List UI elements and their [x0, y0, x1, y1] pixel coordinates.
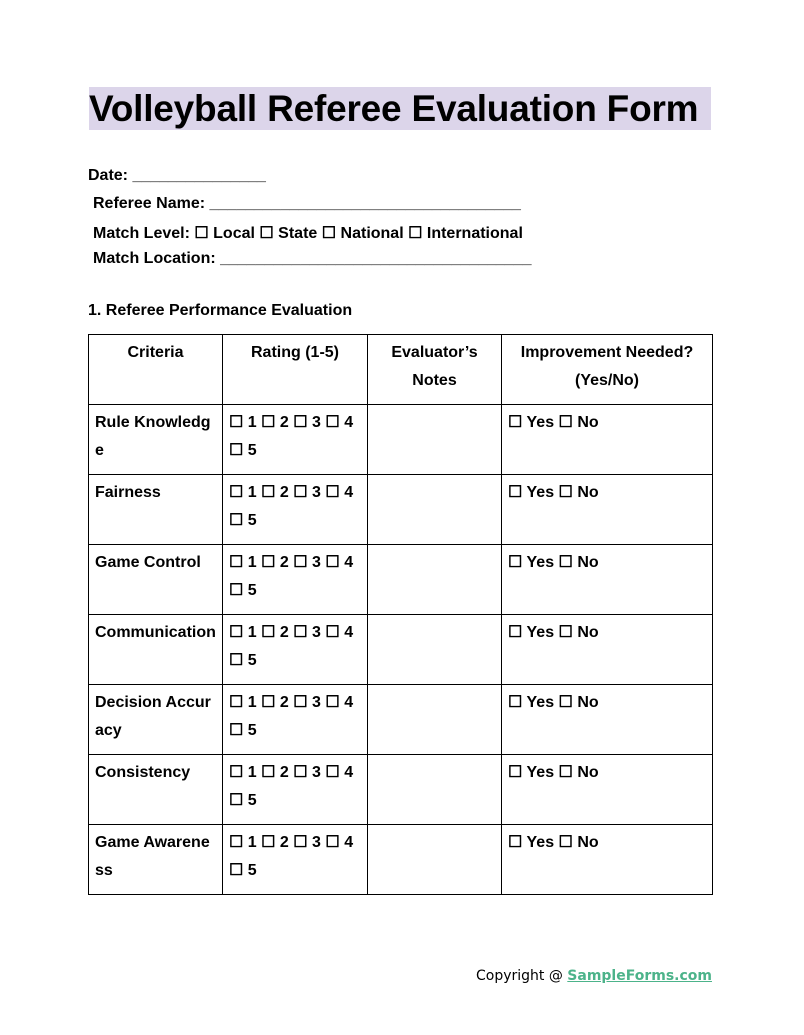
criteria-cell: Rule Knowledge — [89, 405, 223, 475]
criteria-cell: Game Awareness — [89, 825, 223, 895]
notes-cell[interactable] — [368, 685, 502, 755]
table-row — [89, 825, 713, 895]
improvement-cell[interactable]: ☐ Yes ☐ No — [502, 685, 713, 755]
rating-cell[interactable]: ☐ 1 ☐ 2 ☐ 3 ☐ 4 ☐ 5 — [223, 685, 368, 755]
header-criteria: Criteria — [89, 335, 223, 405]
improvement-cell[interactable]: ☐ Yes ☐ No — [502, 405, 713, 475]
table-row — [89, 755, 713, 825]
improvement-cell[interactable]: ☐ Yes ☐ No — [502, 825, 713, 895]
header-improvement: Improvement Needed? (Yes/No) — [502, 335, 713, 405]
page-title: Volleyball Referee Evaluation Form — [89, 87, 711, 130]
notes-cell[interactable] — [368, 755, 502, 825]
table-header-row — [89, 335, 713, 405]
rating-cell[interactable]: ☐ 1 ☐ 2 ☐ 3 ☐ 4 ☐ 5 — [223, 475, 368, 545]
rating-cell[interactable]: ☐ 1 ☐ 2 ☐ 3 ☐ 4 ☐ 5 — [223, 755, 368, 825]
brand-link[interactable]: SampleForms.com — [567, 968, 712, 984]
criteria-cell: Communication — [89, 615, 223, 685]
referee-name-field[interactable]: Referee Name: ___________________________________ — [93, 195, 521, 212]
table-row — [89, 685, 713, 755]
rating-cell[interactable]: ☐ 1 ☐ 2 ☐ 3 ☐ 4 ☐ 5 — [223, 545, 368, 615]
notes-cell[interactable] — [368, 405, 502, 475]
table-row — [89, 615, 713, 685]
criteria-cell: Fairness — [89, 475, 223, 545]
table-row — [89, 475, 713, 545]
notes-cell[interactable] — [368, 545, 502, 615]
match-location-field[interactable]: Match Location: ___________________________________ — [93, 250, 532, 267]
date-field[interactable]: Date: _______________ — [88, 167, 266, 184]
match-level-field[interactable]: Match Level: ☐ Local ☐ State ☐ National ☐ International — [93, 225, 523, 242]
table-row — [89, 405, 713, 475]
improvement-cell[interactable]: ☐ Yes ☐ No — [502, 755, 713, 825]
rating-cell[interactable]: ☐ 1 ☐ 2 ☐ 3 ☐ 4 ☐ 5 — [223, 405, 368, 475]
criteria-cell: Game Control — [89, 545, 223, 615]
improvement-cell[interactable]: ☐ Yes ☐ No — [502, 545, 713, 615]
notes-cell[interactable] — [368, 825, 502, 895]
improvement-cell[interactable]: ☐ Yes ☐ No — [502, 615, 713, 685]
header-notes: Evaluator’s Notes — [368, 335, 502, 405]
table-row — [89, 545, 713, 615]
rating-cell[interactable]: ☐ 1 ☐ 2 ☐ 3 ☐ 4 ☐ 5 — [223, 825, 368, 895]
copyright-footer — [476, 968, 712, 984]
criteria-cell: Decision Accuracy — [89, 685, 223, 755]
evaluation-table — [88, 334, 713, 895]
criteria-cell: Consistency — [89, 755, 223, 825]
rating-cell[interactable]: ☐ 1 ☐ 2 ☐ 3 ☐ 4 ☐ 5 — [223, 615, 368, 685]
header-rating: Rating (1-5) — [223, 335, 368, 405]
notes-cell[interactable] — [368, 475, 502, 545]
notes-cell[interactable] — [368, 615, 502, 685]
copyright-text: Copyright @ — [475, 968, 568, 984]
section-title: 1. Referee Performance Evaluation — [88, 302, 353, 319]
improvement-cell[interactable]: ☐ Yes ☐ No — [502, 475, 713, 545]
